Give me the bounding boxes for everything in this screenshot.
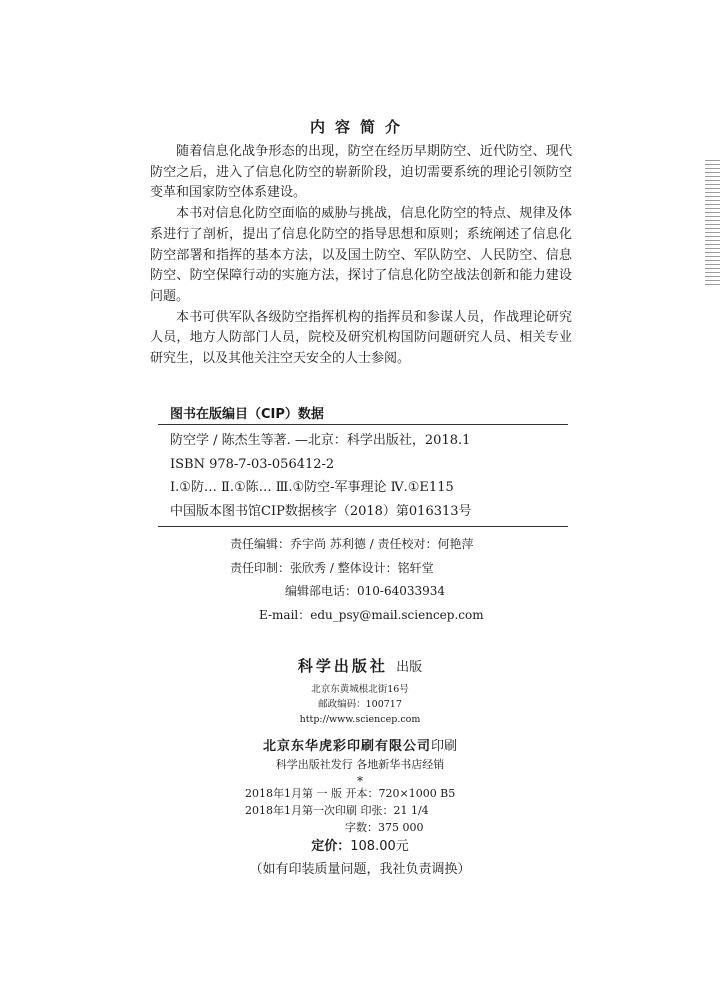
editorial-phone: 编辑部电话：010-64033934 <box>285 584 446 598</box>
editors-credit: 责任编辑：乔宇尚 苏利德 / 责任校对：何艳萍 <box>230 537 474 551</box>
publisher-name-line <box>150 655 570 676</box>
page-edge-marker <box>705 160 720 288</box>
spec-block <box>245 785 455 836</box>
publisher-postcode: 邮政编码：100717 <box>318 699 402 710</box>
printer-suffix: 印刷 <box>431 739 458 754</box>
editorial-email: E-mail：edu_psy@mail.sciencep.com <box>259 607 484 622</box>
cip-line: 防空学 / 陈杰生等著. —北京：科学出版社，2018.1 <box>170 433 471 448</box>
cip-block <box>170 429 560 523</box>
publisher-name: 科学出版社 <box>297 657 388 675</box>
cip-title: 图书在版编目（CIP）数据 <box>170 407 324 422</box>
separator-star: * <box>357 774 363 788</box>
price-label: 定价： <box>311 839 351 854</box>
publisher-suffix: 出版 <box>396 660 423 675</box>
publisher-url: http://www.sciencep.com <box>299 714 421 725</box>
credits-block <box>175 533 525 627</box>
price-line <box>150 835 570 854</box>
printer-name: 北京东华虎彩印刷有限公司 <box>262 739 431 754</box>
distribution-line: 科学出版社发行 各地新华书店经销 <box>275 758 445 771</box>
cip-line: ISBN 978-7-03-056412-2 <box>170 456 335 472</box>
quality-note: （如有印装质量问题，我社负责调换） <box>249 862 471 877</box>
intro-paragraph: 本书对信息化防空面临的威胁与挑战，信息化防空的特点、规律及体系进行了剖析，提出了信息化防空的指导思想和原则；系统阐述了信息化防空部署和指挥的基本方法，以及国土防空、军队防空、人民防空、信息防空、防空保障行动的实施方法，探讨了信息化防空战法创新和能力建设问题。 <box>150 206 572 304</box>
publisher-address: 北京东黄城根北街16号 <box>311 684 409 695</box>
word-count: 字数：375 000 <box>345 821 424 834</box>
cip-divider-bottom <box>158 526 568 527</box>
cip-line: 中国版本图书馆CIP数据核字（2018）第016313号 <box>170 503 472 519</box>
intro-section <box>150 142 572 370</box>
edition-line: 2018年1月第 一 版 开本：720×1000 B5 <box>245 787 456 800</box>
cip-divider-top <box>158 424 568 425</box>
cip-line: Ⅰ.①防… Ⅱ.①陈… Ⅲ.①防空-军事理论 Ⅳ.①E115 <box>170 480 454 495</box>
price-value: 108.00元 <box>350 839 409 854</box>
intro-paragraph: 本书可供军队各级防空指挥机构的指挥员和参谋人员，作战理论研究人员，地方人防部门人员，院校及研究机构国防问题研究人员、相关专业研究生，以及其他关注空天安全的人士参阅。 <box>150 309 572 367</box>
printing-line: 2018年1月第一次印刷 印张：21 1/4 <box>245 804 429 817</box>
publisher-block <box>150 655 570 788</box>
intro-paragraph: 随着信息化战争形态的出现，防空在经历早期防空、近代防空、现代防空之后，进入了信息化防空的崭新阶段，迫切需要系统的理论引领防空变革和国家防空体系建设。 <box>150 144 572 201</box>
printer-line <box>150 735 570 754</box>
printing-credit: 责任印制：张欣秀 / 整体设计：铭轩堂 <box>230 560 434 575</box>
intro-title: 内容简介 <box>309 118 410 136</box>
